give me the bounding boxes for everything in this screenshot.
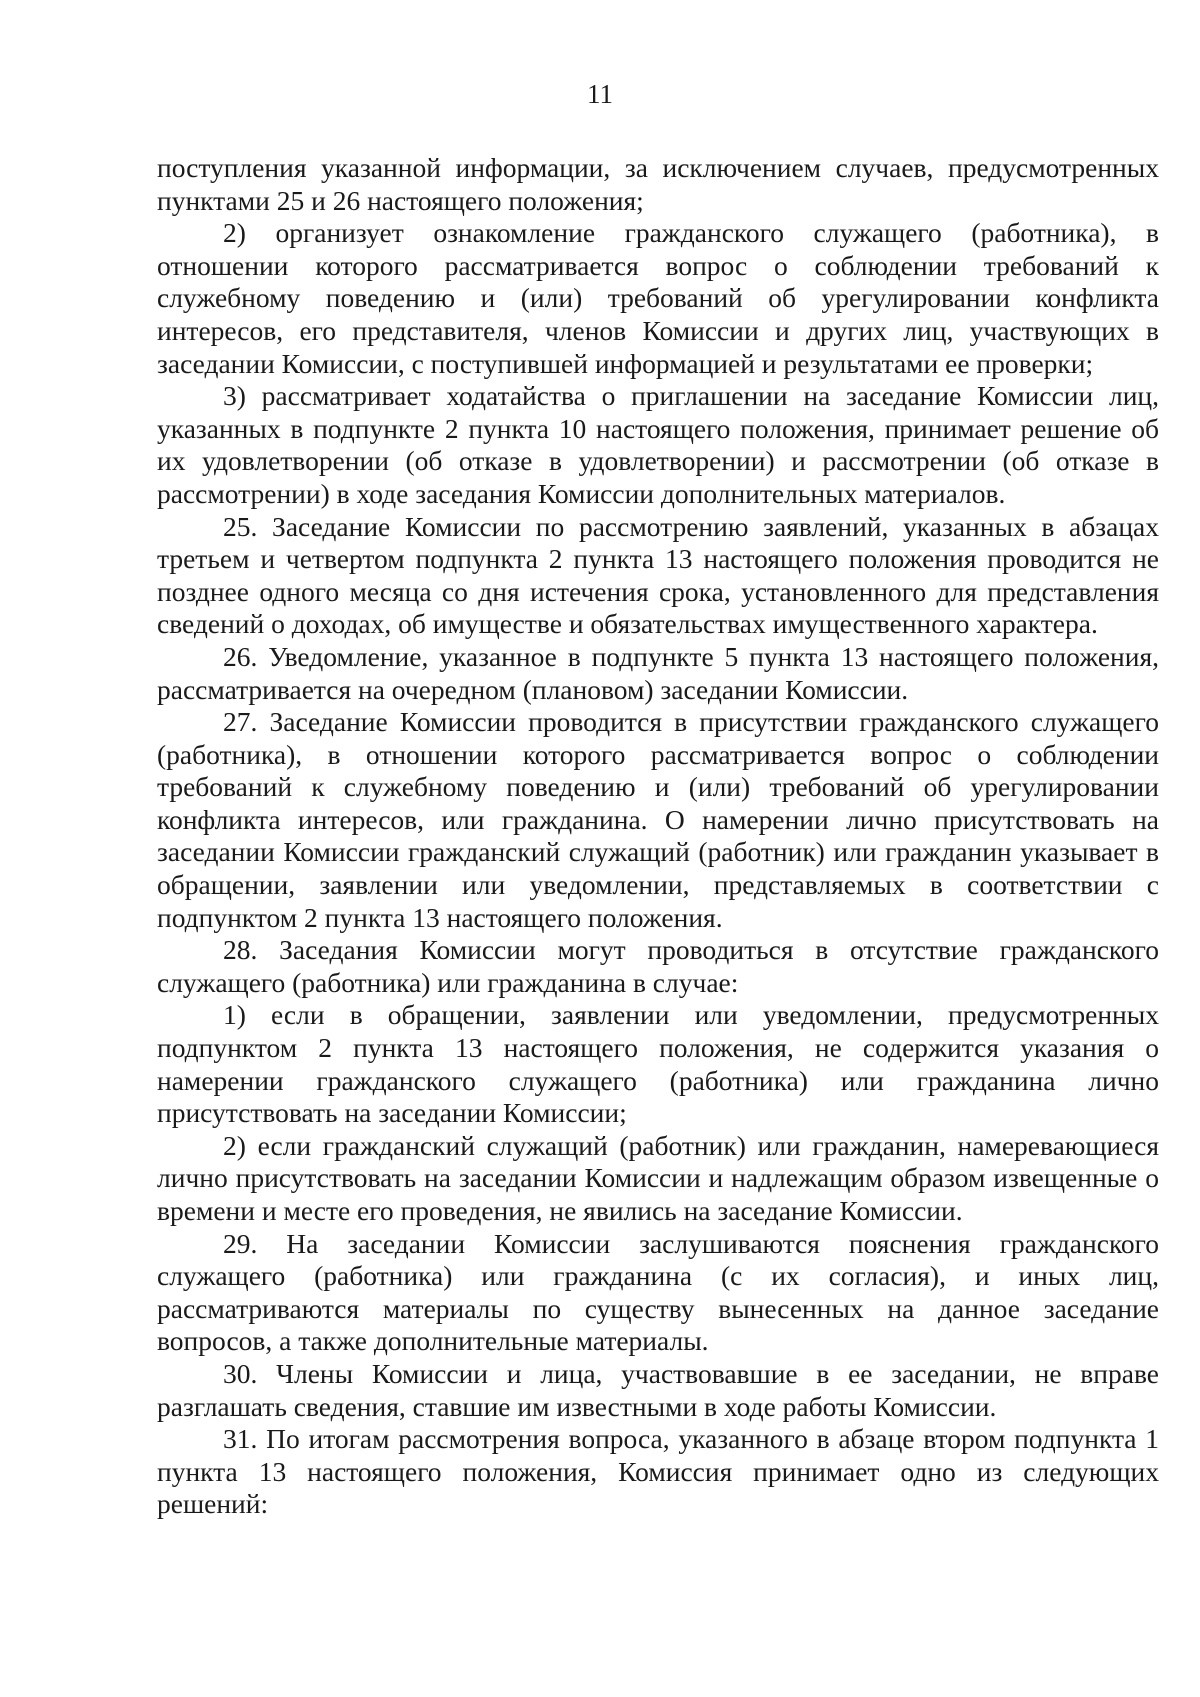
paragraph-item-28: 28. Заседания Комиссии могут проводиться в отсутствие гражданского служащего (работника) или гражданина в случае:: [157, 934, 1159, 998]
paragraph-item-26: 26. Уведомление, указанное в подпункте 5 пункта 13 настоящего положения, рассматривается на очередном (плановом) заседании Комиссии.: [157, 640, 1159, 705]
paragraph-item-28-subitem-2: 2) если гражданский служащий (работник) или гражданин, намеревающиеся лично присутствовать на заседании Комиссии и надлежащим образом извещенные о времени и месте его проведения, не явились на заседание Комиссии.: [157, 1129, 1159, 1226]
page-number: 11: [587, 79, 613, 109]
paragraph-continuation: поступления указанной информации, за исключением случаев, предусмотренных пунктами 25 и 26 настоящего положения;: [157, 152, 1159, 216]
paragraph-item-29: 29. На заседании Комиссии заслушиваются пояснения гражданского служащего (работника) или гражданина (с их согласия), и иных лиц, рассматриваются материалы по существу вынесенных на данное заседание вопросов, а также дополнительные материалы.: [157, 1227, 1159, 1357]
paragraph-subitem-2: 2) организует ознакомление гражданского служащего (работника), в отношении которого рассматривается вопрос о соблюдении требований к служебному поведению и (или) требований об урегулировании конфликта интересов, его представителя, членов Комиссии и других лиц, участвующих в заседании Комиссии, с поступившей информацией и результатами ее проверки;: [157, 217, 1159, 379]
paragraph-subitem-3: 3) рассматривает ходатайства о приглашении на заседание Комиссии лиц, указанных в подпункте 2 пункта 10 настоящего положения, принимает решение об их удовлетворении (об отказе в удовлетворении) и рассмотрении (об отказе в рассмотрении) в ходе заседания Комиссии дополнительных материалов.: [157, 380, 1159, 509]
paragraph-item-27: 27. Заседание Комиссии проводится в присутствии гражданского служащего (работника), в отношении которого рассматривается вопрос о соблюдении требований к служебному поведению и (или) требований об урегулировании конфликта интересов, или гражданина. О намерении лично присутствовать на заседании Комиссии гражданский служащий (работник) или гражданин указывает в обращении, заявлении или уведомлении, представляемых в соответствии с подпунктом 2 пункта 13 настоящего положения.: [157, 706, 1159, 933]
paragraph-item-25: 25. Заседание Комиссии по рассмотрению заявлений, указанных в абзацах третьем и четвертом подпункта 2 пункта 13 настоящего положения проводится не позднее одного месяца со дня истечения срока, установленного для представления сведений о доходах, об имуществе и обязательствах имущественного характера.: [157, 510, 1159, 640]
paragraph-item-31: 31. По итогам рассмотрения вопроса, указанного в абзаце втором подпункта 1 пункта 13 настоящего положения, Комиссия принимает одно из следующих решений:: [157, 1423, 1159, 1520]
paragraph-item-30: 30. Члены Комиссии и лица, участвовавшие в ее заседании, не вправе разглашать сведения, ставшие им известными в ходе работы Комиссии.: [157, 1357, 1159, 1422]
document-body: [157, 152, 1159, 1521]
paragraph-item-28-subitem-1: 1) если в обращении, заявлении или уведомлении, предусмотренных подпунктом 2 пункта 13 настоящего положения, не содержится указания о намерении гражданского служащего (работника) или гражданина лично присутствовать на заседании Комиссии;: [157, 999, 1159, 1129]
